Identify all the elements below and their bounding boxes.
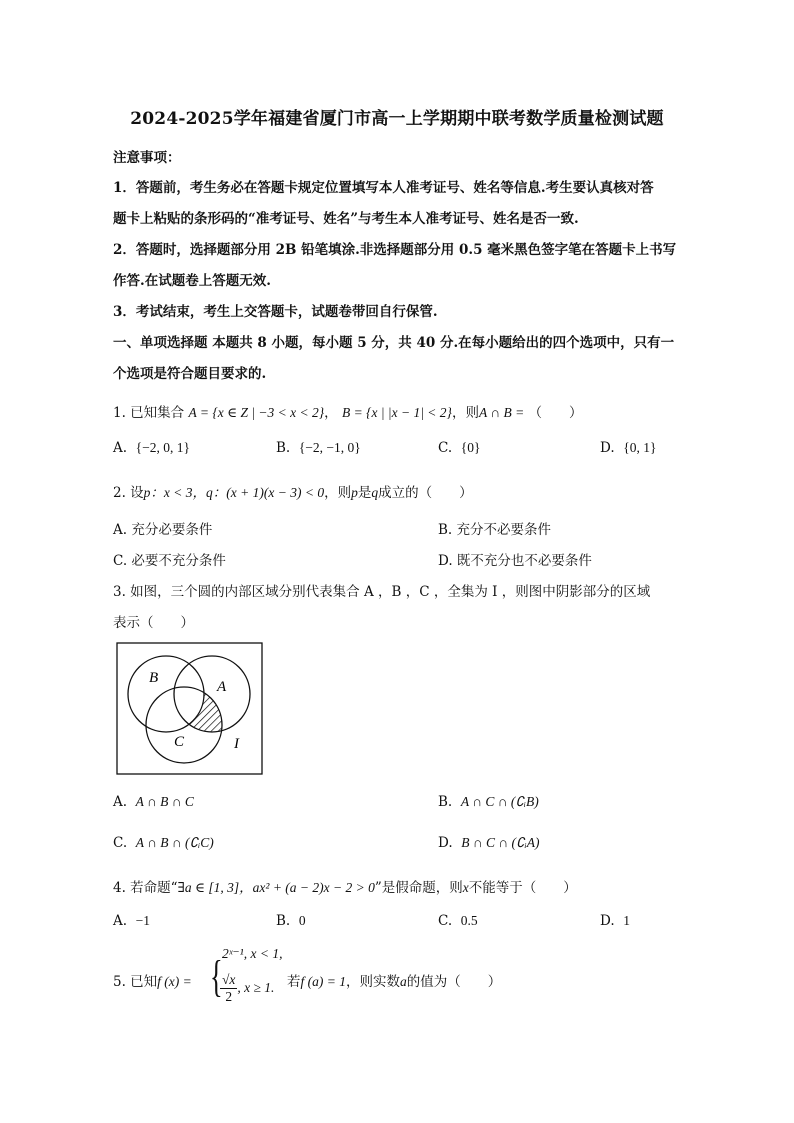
q1-prefix: 1. 已知集合 — [113, 405, 185, 421]
q4-option-b: B. 0 — [276, 913, 306, 929]
venn-label-c: C — [174, 734, 185, 750]
notice-item1-line1: 1．答题前，考生务必在答题卡规定位置填写本人准考证号、姓名等信息.考生要认真核对答 — [113, 180, 654, 196]
q5-prefix: 5. 已知f (x) = — [113, 974, 192, 990]
q3-line2: 表示（ ） — [113, 615, 194, 631]
q3-option-a: A. A ∩ B ∩ C — [113, 794, 194, 810]
notice-item1-line2: 题卡上粘贴的条形码的“准考证号、姓名”与考生本人准考证号、姓名是否一致. — [113, 211, 579, 227]
q5-tail: 若f (a) = 1，则实数a的值为（ ） — [287, 974, 502, 990]
q1-option-b: B. {−2, −1, 0} — [276, 440, 361, 456]
q2-option-b: B. 充分不必要条件 — [438, 522, 552, 538]
q2-stem: 2. 设p：x < 3，q：(x + 1)(x − 3) < 0，则p是q成立的（ ） — [113, 485, 473, 501]
q5-case2-denominator: 2 — [225, 989, 233, 1004]
q1-option-d: D. {0, 1} — [600, 440, 657, 456]
q2-option-a: A. 充分必要条件 — [113, 522, 213, 538]
q2-option-d: D. 既不充分也不必要条件 — [438, 553, 592, 569]
q1-stem: 1. 已知集合 A = {x ∈ Z | −3 < x < 2}， B = {x | |x − 1| < 2}，则A ∩ B = （ ） — [113, 405, 583, 421]
q3-option-d: D. B ∩ C ∩ (∁ᵢA) — [438, 835, 540, 851]
q3-option-c: C. A ∩ B ∩ (∁ᵢC) — [113, 835, 214, 851]
notice-item2-line2: 作答.在试题卷上答题无效. — [113, 273, 271, 289]
venn-label-a: A — [217, 679, 227, 695]
q4-option-a: A. −1 — [113, 913, 151, 929]
section1-line2: 个选项是符合题目要求的. — [113, 366, 267, 382]
venn-diagram — [116, 642, 264, 776]
q5-case2 — [220, 972, 274, 1005]
notice-heading: 注意事项： — [113, 150, 181, 166]
q3-line1: 3. 如图，三个圆的内部区域分别代表集合 A ，B ，C ，全集为 I ，则图中阴影部分的区域 — [113, 584, 651, 600]
q5-case2-condition: , x ≥ 1. — [237, 980, 275, 995]
q1-set-a: A = {x ∈ Z | −3 < x < 2} — [188, 405, 325, 420]
notice-item3: 3．考试结束，考生上交答题卡，试题卷带回自行保管. — [113, 304, 438, 320]
q4-option-d: D. 1 — [600, 913, 630, 929]
q1-set-b: B = {x | |x − 1| < 2} — [341, 405, 452, 420]
venn-label-b: B — [149, 670, 159, 686]
q2-option-c: C. 必要不充分条件 — [113, 553, 226, 569]
notice-item2-line1: 2．答题时，选择题部分用 2B 铅笔填涂.非选择题部分用 0.5 毫米黑色签字笔在答题卡上书写 — [113, 242, 677, 258]
q5-brace: { — [210, 952, 223, 1001]
q5-case2-numerator: √x — [222, 972, 236, 987]
q4-stem: 4. 若命题“∃a ∈ [1, 3]，ax² + (a − 2)x − 2 > 0”是假命题，则x不能等于（ ） — [113, 880, 577, 896]
q4-option-c: C. 0.5 — [438, 913, 478, 929]
q1-option-a: A. {−2, 0, 1} — [113, 440, 190, 456]
q3-option-b: B. A ∩ C ∩ (∁ᵢB) — [438, 794, 539, 810]
page-title: 2024-2025学年福建省厦门市高一上学期期中联考数学质量检测试题 — [130, 109, 664, 129]
q5-case1: 2ˣ⁻¹, x < 1, — [222, 946, 283, 961]
section1-line1: 一、单项选择题 本题共 8 小题，每小题 5 分，共 40 分.在每小题给出的四个选项中，只有一 — [113, 335, 675, 351]
q1-paren: （ ） — [528, 405, 583, 421]
q1-expr: A ∩ B = — [478, 405, 525, 420]
q1-ask: ，则 — [451, 405, 479, 421]
q1-option-c: C. {0} — [438, 440, 481, 456]
venn-label-i: I — [234, 736, 239, 752]
